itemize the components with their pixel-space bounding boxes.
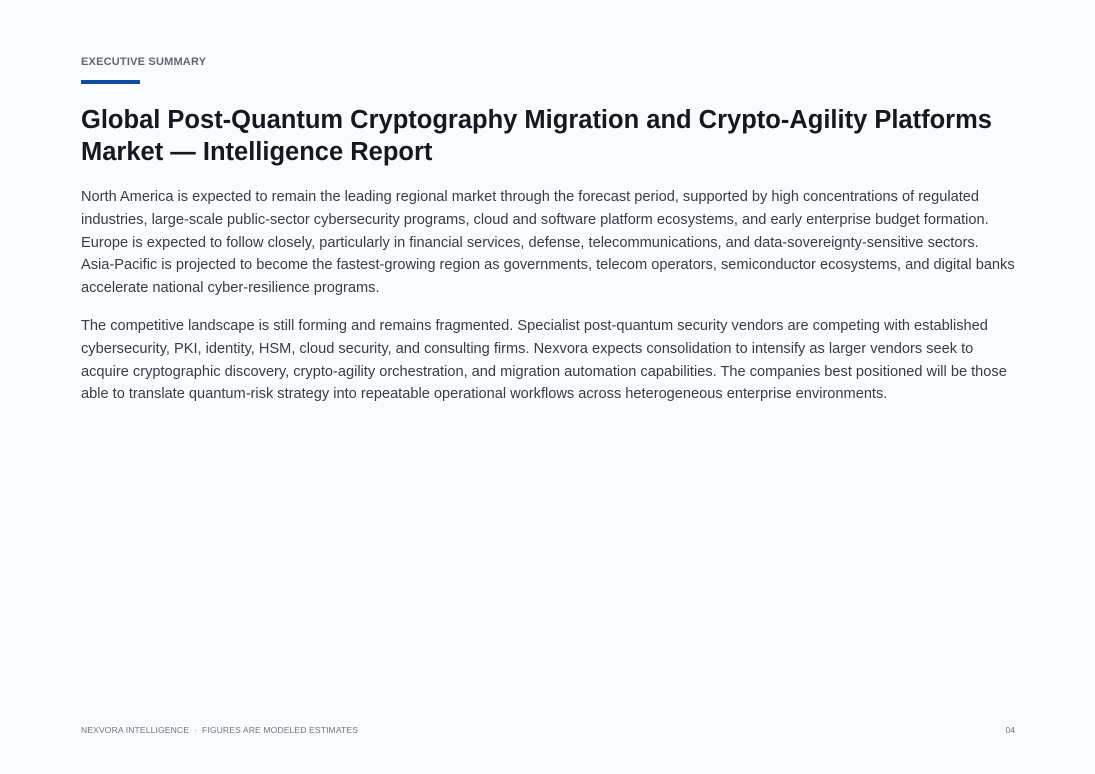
report-page <box>81 0 1015 774</box>
footer-note: FIGURES ARE MODELED ESTIMATES <box>202 725 359 735</box>
section-kicker: EXECUTIVE SUMMARY <box>81 56 207 68</box>
page-title: Global Post-Quantum Cryptography Migration and Crypto-Agility Platforms Market — Intelligence Report <box>81 106 992 166</box>
footer-credits <box>81 725 358 735</box>
accent-rule <box>81 80 140 84</box>
footer-brand: NEXVORA INTELLIGENCE <box>81 725 190 735</box>
body-paragraph-regional: North America is expected to remain the leading regional market through the forecast period, supported by high concentrations of regulated industries, large-scale public-sector cybersecurity programs, cloud and software platform ecosystems, and early enterprise budget formation. Europe is expected to follow closely, particularly in financial services, defense, telecommunications, and data-sovereignty-sensitive sectors. Asia-Pacific is projected to become the fastest-growing region as governments, telecom operators, semiconductor ecosystems, and digital banks accelerate national cyber-resilience programs. <box>81 189 1015 297</box>
report-body <box>81 186 1015 421</box>
body-paragraph-competitive: The competitive landscape is still forming and remains fragmented. Specialist post-quantum security vendors are competing with established cybersecurity, PKI, identity, HSM, cloud security, and consulting firms. Nexvora expects consolidation to intensify as larger vendors seek to acquire cryptographic discovery, crypto-agility orchestration, and migration automation capabilities. The companies best positioned will be those able to translate quantum-risk strategy into repeatable operational workflows across heterogeneous enterprise environments. <box>81 317 1007 403</box>
footer-separator: · <box>194 725 197 735</box>
page-number: 04 <box>1005 725 1015 735</box>
